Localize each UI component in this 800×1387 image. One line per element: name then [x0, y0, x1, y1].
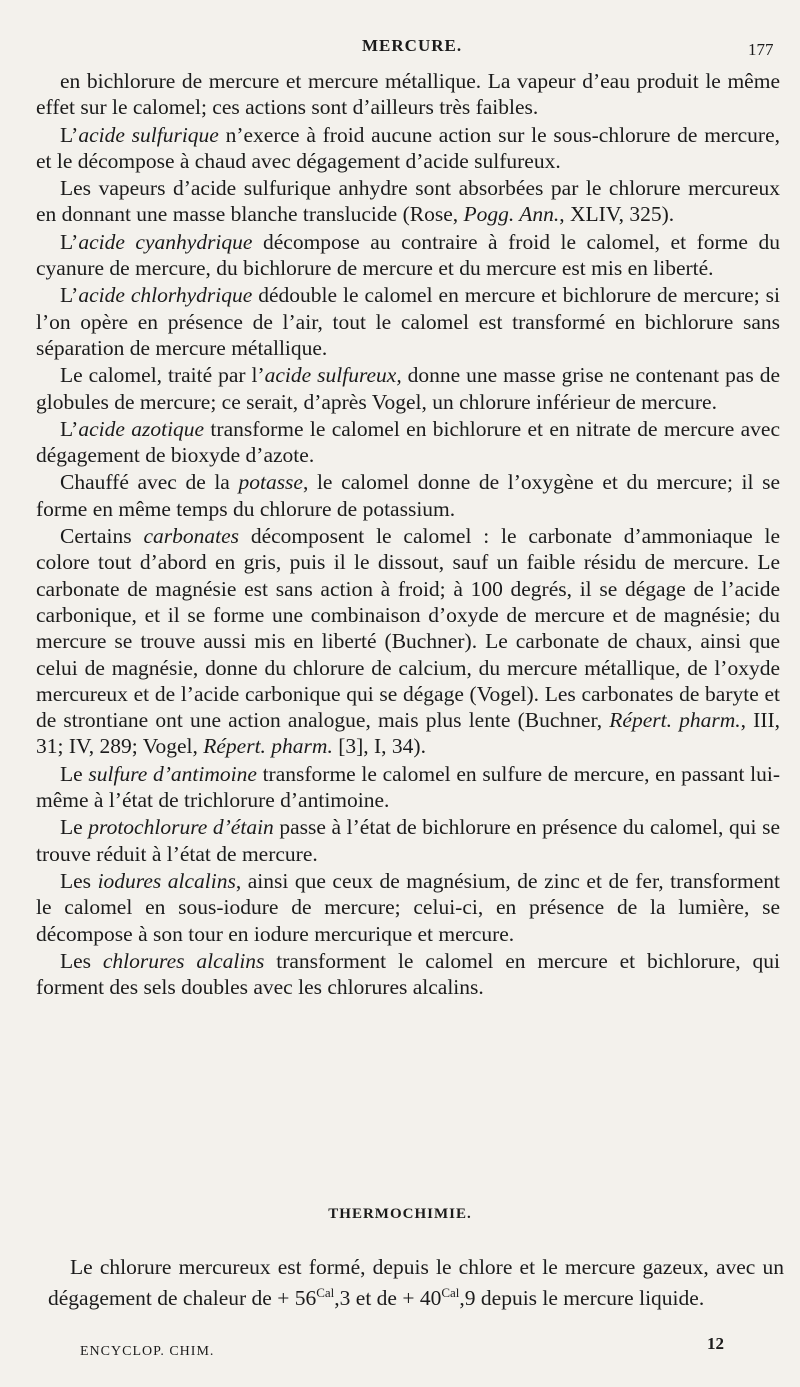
paragraph	[36, 523, 780, 760]
thermo-unit-a: Cal	[316, 1285, 335, 1301]
text-run: Chauffé avec de la	[60, 470, 239, 495]
italic-term: acide chlorhydrique	[78, 283, 253, 308]
italic-term: protochlorure d’étain	[88, 815, 274, 840]
body-text	[36, 68, 780, 1000]
italic-term: acide sulfureux,	[264, 363, 402, 388]
thermo-text-a: Le chlorure mercureux est formé, depuis le chlore et le mercure gazeux, avec un dégagement de chaleur de + 56	[48, 1255, 784, 1311]
text-run: donne une masse grise ne contenant pas de globules de mercure; ce serait, d’après Vogel, un chlorure inférieur de mercure.	[36, 363, 780, 414]
thermo-text-c: ,9 depuis le mercure liquide.	[459, 1286, 705, 1311]
text-run: décompose au contraire à froid le calomel, et forme du cyanure de mercure, du bichlorure de mercure et du mercure est mis en liberté.	[36, 229, 780, 281]
paragraph	[36, 68, 780, 121]
thermo-text-b: ,3 et de + 40	[334, 1286, 442, 1311]
text-run: Le	[60, 761, 89, 786]
footer-sheet-number: 12	[707, 1334, 724, 1353]
italic-term: Pogg. Ann.	[463, 202, 560, 227]
text-run: Le	[60, 815, 89, 840]
text-run: transforment le calomel en mercure et bichlorure, qui forment des sels doubles avec les chlorures alcalins.	[36, 948, 780, 1000]
section-title: THERMOCHIMIE.	[328, 1206, 472, 1222]
italic-term: Répert. pharm.	[609, 708, 741, 733]
text-run: L’	[60, 283, 79, 308]
text-run: Les	[60, 868, 98, 893]
running-title: MERCURE.	[362, 36, 463, 55]
paragraph	[36, 122, 780, 175]
text-run: L’	[60, 122, 79, 147]
text-run: , XLIV, 325).	[559, 202, 675, 227]
text-run: transforme le calomel en bichlorure et en nitrate de mercure avec dégagement de bioxyde d’azote.	[36, 416, 780, 468]
running-header	[0, 34, 800, 60]
paragraph	[36, 948, 780, 1001]
paragraph	[36, 868, 780, 947]
text-run: Le calomel, traité par l’	[60, 363, 265, 388]
text-run: en bichlorure de mercure et mercure métallique. La vapeur d’eau produit le même effet sur le calomel; ces actions sont d’ailleurs très faibles.	[36, 69, 780, 120]
italic-term: acide sulfurique	[78, 122, 219, 147]
paragraph	[36, 814, 780, 867]
paragraph	[36, 229, 780, 282]
paragraph	[36, 282, 780, 361]
text-run: [3], I, 34).	[332, 734, 426, 759]
text-run: Les	[60, 948, 103, 973]
paragraph	[36, 469, 780, 522]
italic-term: acide cyanhydrique	[78, 229, 253, 254]
footer-signature: ENCYCLOP. CHIM.	[80, 1344, 215, 1359]
italic-term: potasse	[238, 470, 303, 495]
paragraph	[36, 175, 780, 228]
paragraph	[36, 362, 780, 415]
text-run: dédouble le calomel en mercure et bichlorure de mercure; si l’on opère en présence de l’air, tout le calomel est transformé en bichlorure sans séparation de mercure métallique.	[36, 283, 780, 360]
italic-term: carbonates	[143, 524, 240, 549]
italic-term: acide azotique	[78, 416, 205, 441]
paragraph	[36, 416, 780, 469]
page-number: 177	[748, 40, 774, 59]
text-run: n’exerce à froid aucune action sur le sous-chlorure de mercure, et le décompose à chaud avec dégagement d’acide sulfureux.	[36, 122, 780, 173]
italic-term: iodures alcalins	[97, 868, 236, 893]
text-run: transforme le calomel en sulfure de mercure, en passant lui-même à l’état de trichlorure d’antimoine.	[36, 761, 780, 813]
text-run: Les vapeurs d’acide sulfurique anhydre sont absorbées par le chlorure mercureux en donnant une masse blanche translucide (Rose,	[36, 176, 780, 227]
italic-term: Répert. pharm.	[203, 734, 333, 759]
text-run: passe à l’état de bichlorure en présence du calomel, qui se trouve réduit à l’état de mercure.	[36, 815, 780, 866]
text-run: L’	[60, 229, 79, 254]
italic-term: sulfure d’antimoine	[88, 761, 257, 786]
text-run: Certains	[60, 524, 144, 549]
text-run: décomposent le calomel : le carbonate d’ammoniaque le colore tout d’abord en gris, puis il le dissout, sauf un faible résidu de mercure. Le carbonate de magnésie est sans action à froid; à 100 degrés, il se dégage de l’acide carbonique, et il se forme une combinaison d’oxyde de mercure et de magnésie; du mercure se trouve aussi mis en liberté (Buchner). Le carbonate de chaux, ainsi que celui de magnésie, donne du chlorure de calcium, du mercure métallique, de l’oxyde mercureux et de l’acide carbonique qui se dégage (Vogel). Les carbonates de baryte et de strontiane ont une action analogue, mais plus lente (Buchner,	[36, 524, 780, 733]
paragraph	[36, 761, 780, 814]
text-run: , le calomel donne de l’oxygène et du mercure; il se forme en même temps du chlorure de potassium.	[36, 470, 781, 521]
thermo-unit-b: Cal	[441, 1285, 460, 1301]
text-run: , III, 31; IV, 289; Vogel,	[36, 708, 781, 759]
text-run: , ainsi que ceux de magnésium, de zinc et de fer, transforment le calomel en sous-iodure de mercure; celui-ci, en présence de la lumière, se décompose à son tour en iodure mercurique et mercure.	[36, 868, 780, 946]
italic-term: chlorures alcalins	[102, 948, 265, 973]
text-run: L’	[60, 416, 79, 441]
thermochemistry-paragraph	[48, 1254, 784, 1312]
